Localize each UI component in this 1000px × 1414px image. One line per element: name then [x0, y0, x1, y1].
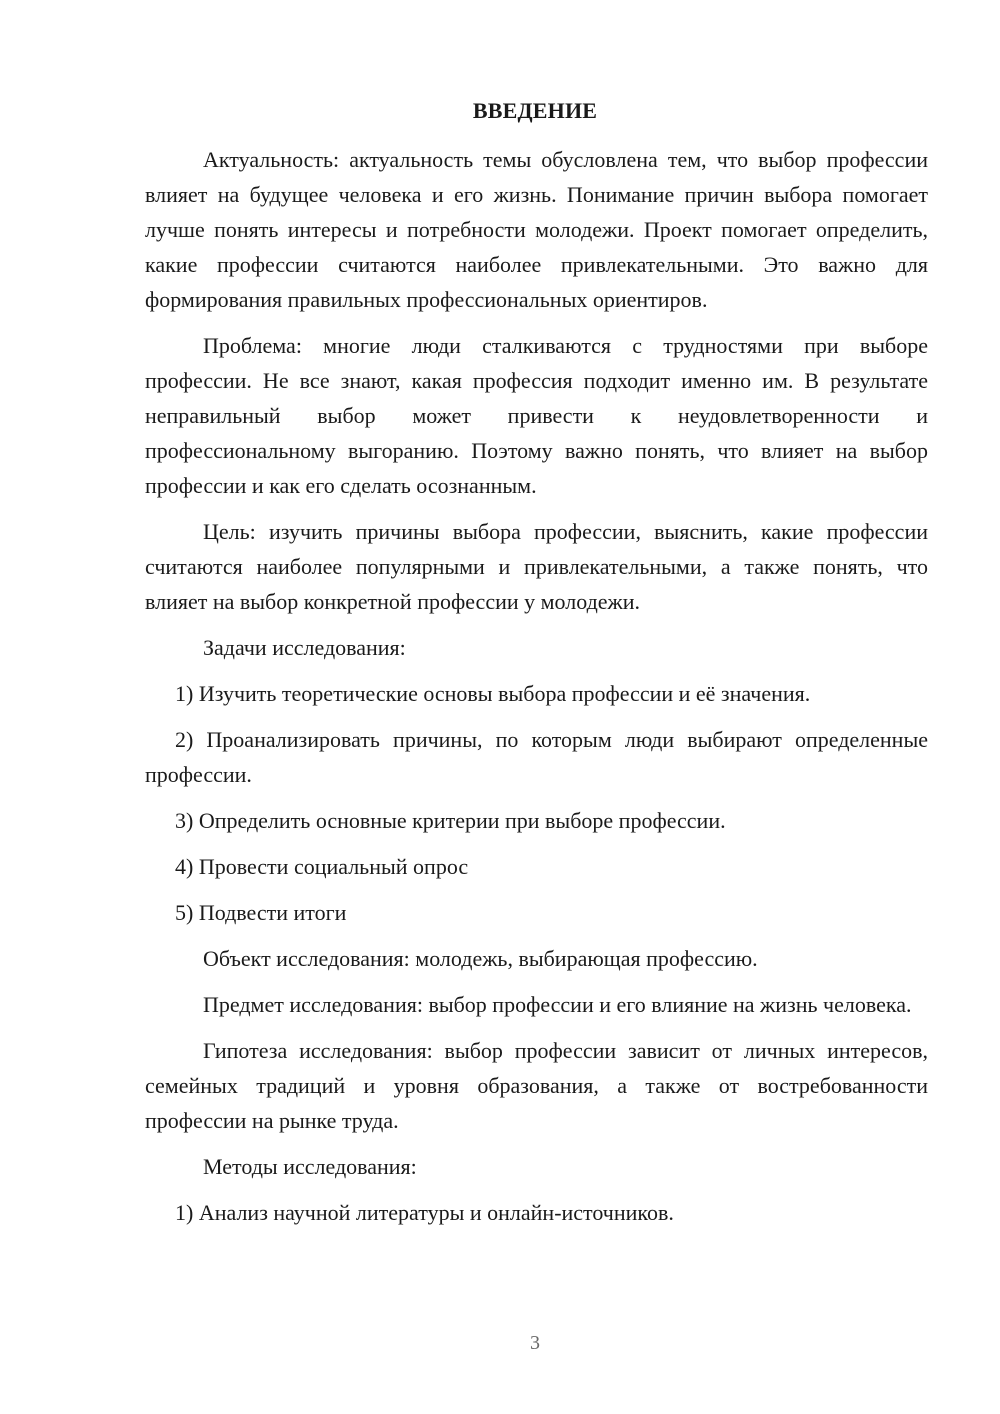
- paragraph-hypothesis: Гипотеза исследования: выбор профессии зависит от личных интересов, семейных традиций и уровня образования, а также от востребованности профессии на рынке труда.: [145, 1038, 928, 1133]
- list-item-task-3: 3) Определить основные критерии при выборе профессии.: [175, 808, 726, 833]
- list-item-task-1: 1) Изучить теоретические основы выбора профессии и её значения.: [175, 681, 811, 706]
- list-item-method-1: 1) Анализ научной литературы и онлайн-источников.: [175, 1200, 674, 1225]
- section-heading: ВВЕДЕНИЕ: [472, 98, 598, 123]
- list-item-task-2: 2) Проанализировать причины, по которым люди выбирают определенные профессии.: [145, 727, 928, 787]
- paragraph-methods-title: Методы исследования:: [203, 1154, 417, 1179]
- paragraph-relevance: Актуальность: актуальность темы обусловлена тем, что выбор профессии влияет на будущее человека и его жизнь. Понимание причин выбора помогает лучше понять интересы и потребности молодежи. Проект помогает определить, какие профессии считаются наиболее привлекательными. Это важно для формирования правильных профессиональных ориентиров.: [145, 147, 928, 312]
- list-item-task-4: 4) Провести социальный опрос: [175, 854, 469, 879]
- paragraph-tasks-title: Задачи исследования:: [203, 635, 406, 660]
- body-text: [145, 142, 928, 1241]
- paragraph-object: Объект исследования: молодежь, выбирающая профессию.: [203, 946, 758, 971]
- paragraph-problem: Проблема: многие люди сталкиваются с трудностями при выборе профессии. Не все знают, какая профессия подходит именно им. В результате неправильный выбор может привести к неудовлетворенности и профессиональному выгоранию. Поэтому важно понять, что влияет на выбор профессии и как его сделать осознанным.: [145, 333, 928, 498]
- paragraph-subject: Предмет исследования: выбор профессии и его влияние на жизнь человека.: [203, 992, 912, 1017]
- list-item-task-5: 5) Подвести итоги: [175, 900, 347, 925]
- paragraph-goal: Цель: изучить причины выбора профессии, выяснить, какие профессии считаются наиболее популярными и привлекательными, а также понять, что влияет на выбор конкретной профессии у молодежи.: [145, 519, 928, 614]
- page-number: 3: [530, 1332, 540, 1354]
